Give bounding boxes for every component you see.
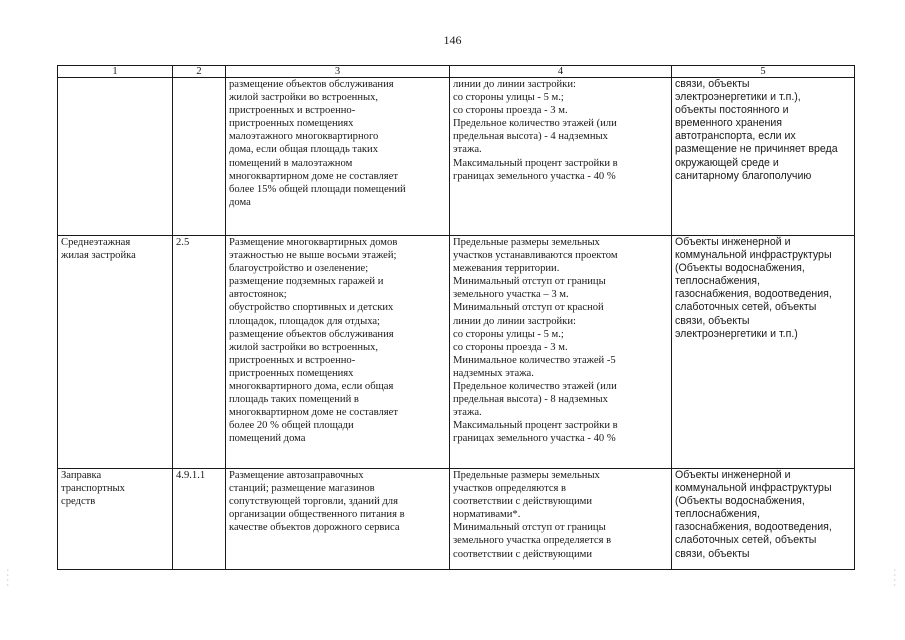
header-row bbox=[58, 66, 855, 78]
auxiliary-uses: Объекты инженерной и коммунальной инфраструктуры (Объекты водоснабжения, теплоснабжения, газоснабжения, водоотведения, слаботочных сетей, объекты связи, объекты bbox=[672, 469, 855, 570]
land-use-description: Размещение многоквартирных домов этажностью не выше восьми этажей; благоустройство и озеленение; размещение подземных гаражей и автостоянок; обустройство спортивных и детских площадок, площадок для отдыха; размещение объектов обслуживания жилой застройки во встроенных, пристроенных и встроенно- пристроенных помещениях многоквартирного дома, если общая площадь таких помещений в многоквартирном доме не составляет более 20 % общей площади помещений дома bbox=[226, 236, 450, 469]
land-use-code: 4.9.1.1 bbox=[173, 469, 226, 570]
table-row bbox=[58, 236, 855, 469]
table-row bbox=[58, 78, 855, 236]
building-parameters: Предельные размеры земельных участков определяются в соответствии с действующими нормативами*. Минимальный отступ от границы земельного участка определяется в соответствии с действующими bbox=[450, 469, 672, 570]
land-use-name: Среднеэтажная жилая застройка bbox=[58, 236, 173, 469]
building-parameters: Предельные размеры земельных участков устанавливаются проектом межевания территории. Минимальный отступ от границы земельного участка – 3 м. Минимальный отступ от красной линии до линии застройки: со стороны улицы - 5 м.; со стороны проезда - 3 м. Минимальное количество этажей -5 надземных этажа. Предельное количество этажей (или предельная высота) - 8 надземных этажа. Максимальный процент застройки в границах земельного участка - 40 % bbox=[450, 236, 672, 469]
land-use-name bbox=[58, 78, 173, 236]
land-use-code: 2.5 bbox=[173, 236, 226, 469]
scan-margin-mark-right: · · · · bbox=[893, 567, 897, 589]
header-col-1: 1 bbox=[58, 66, 173, 78]
header-col-2: 2 bbox=[173, 66, 226, 78]
scan-margin-mark-left: · · · · bbox=[6, 567, 10, 589]
auxiliary-uses: Объекты инженерной и коммунальной инфраструктуры (Объекты водоснабжения, теплоснабжения, газоснабжения, водоотведения, слаботочных сетей, объекты связи, объекты электроэнергетики и т.п.) bbox=[672, 236, 855, 469]
header-col-4: 4 bbox=[450, 66, 672, 78]
header-col-5: 5 bbox=[672, 66, 855, 78]
zoning-table bbox=[57, 65, 855, 570]
land-use-name: Заправка транспортных средств bbox=[58, 469, 173, 570]
building-parameters: линии до линии застройки: со стороны улицы - 5 м.; со стороны проезда - 3 м. Предельное количество этажей (или предельная высота) - 4 надземных этажа. Максимальный процент застройки в границах земельного участка - 40 % bbox=[450, 78, 672, 236]
land-use-description: Размещение автозаправочных станций; размещение магазинов сопутствующей торговли, зданий для организации общественного питания в качестве объектов дорожного сервиса bbox=[226, 469, 450, 570]
page-number: 146 bbox=[443, 33, 462, 47]
table-row bbox=[58, 469, 855, 570]
auxiliary-uses: связи, объекты электроэнергетики и т.п.), объекты постоянного и временного хранения автотранспорта, если их размещение не причиняет вреда окружающей среде и санитарному благополучию bbox=[672, 78, 855, 236]
land-use-code bbox=[173, 78, 226, 236]
header-col-3: 3 bbox=[226, 66, 450, 78]
land-use-description: размещение объектов обслуживания жилой застройки во встроенных, пристроенных и встроенно- пристроенных помещениях малоэтажного многоквартирного дома, если общая площадь таких помещений в малоэтажном многоквартирном доме не составляет более 15% общей площади помещений дома bbox=[226, 78, 450, 236]
